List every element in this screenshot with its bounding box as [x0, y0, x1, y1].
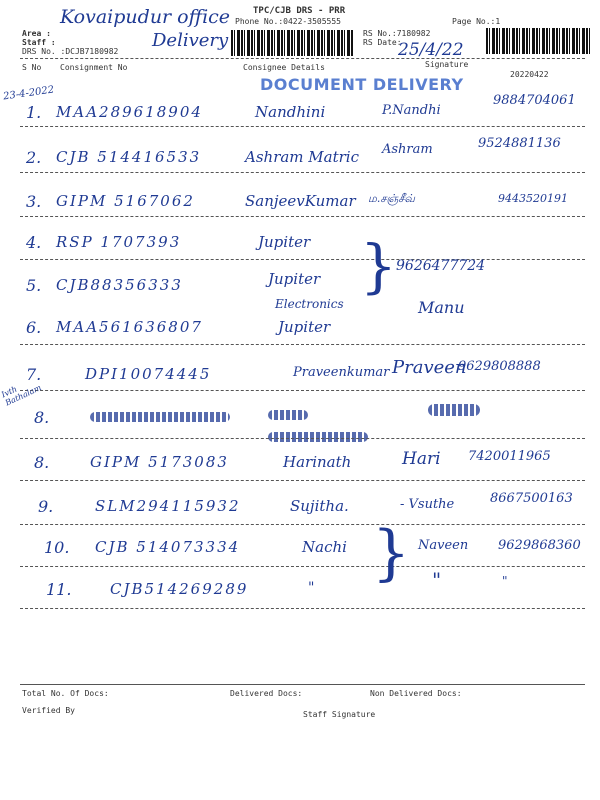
handwritten-office-title: Kovaipudur office	[60, 6, 231, 28]
col-sno: S No	[22, 63, 42, 72]
col-signature: Signature	[425, 60, 469, 69]
delivered-docs: Delivered Docs:	[230, 689, 303, 698]
row-consignment: GIPM 5167062	[56, 192, 195, 210]
row-name: Ashram Matric	[245, 148, 359, 166]
scratched-consignment	[90, 412, 230, 422]
table-row	[0, 491, 600, 525]
margin-note: Ivth Bathalam	[0, 383, 43, 408]
grouping-brace: }	[372, 518, 411, 588]
table-row	[0, 568, 600, 608]
scratched-name	[268, 432, 368, 442]
table-row	[0, 357, 600, 393]
row-signature: Naveen	[418, 538, 469, 553]
row-sno: 11.	[46, 580, 72, 599]
row-name-continued: Electronics	[275, 297, 344, 311]
row-divider	[20, 524, 585, 525]
table-row	[0, 233, 600, 261]
grouping-brace: }	[360, 232, 397, 300]
barcode-left	[231, 30, 353, 56]
row-name: "	[308, 580, 315, 596]
row-signature: Ashram	[382, 142, 433, 157]
row-sno: 10.	[44, 538, 70, 557]
row-consignment: CJB514269289	[110, 580, 249, 598]
row-signature: Hari	[402, 449, 441, 469]
row-name: Sujitha.	[290, 497, 349, 515]
row-name: Jupiter	[258, 233, 311, 251]
row-consignment: CJB 514073334	[95, 538, 241, 556]
row-phone: 8667500163	[490, 491, 573, 506]
row-sno: 3.	[26, 192, 42, 211]
total-docs: Total No. Of Docs:	[22, 689, 109, 698]
table-row	[0, 538, 600, 566]
row-consignment: RSP 1707393	[56, 233, 182, 251]
row-signature: Manu	[418, 298, 465, 317]
document-delivery-stamp: DOCUMENT DELIVERY	[260, 75, 464, 94]
row-divider	[20, 126, 585, 127]
row-divider	[20, 390, 585, 391]
row-signature: Praveen	[392, 357, 467, 378]
row-name: Nandhini	[255, 103, 326, 121]
col-consignee: Consignee Details	[243, 63, 325, 72]
phone-number: Phone No.:0422-3505555	[235, 17, 341, 26]
row-phone: 9524881136	[478, 136, 561, 151]
barcode-right	[486, 28, 590, 54]
row-divider	[20, 259, 585, 260]
rs-date-label: RS Date:	[363, 38, 402, 47]
row-phone: 9626477724	[396, 258, 486, 274]
row-divider	[20, 216, 585, 217]
row-consignment: MAA561636807	[56, 318, 203, 336]
row-phone: "	[502, 574, 508, 588]
row-name: Praveenkumar	[293, 365, 390, 380]
table-row	[0, 449, 600, 481]
row-divider	[20, 438, 585, 439]
staff-signature: Staff Signature	[303, 710, 376, 719]
row-sno: 8.	[34, 408, 50, 427]
verified-by: Verified By	[22, 706, 75, 715]
row-sno: 4.	[26, 233, 42, 252]
rs-number: RS No.:7180982	[363, 29, 431, 38]
row-name: Nachi	[302, 538, 347, 556]
row-sno: 7.	[26, 365, 42, 384]
drs-number: DRS No. :DCJB7180982	[22, 47, 119, 56]
row-consignment: GIPM 5173083	[90, 453, 229, 471]
company-code: TPC/CJB DRS - PRR	[253, 6, 346, 16]
row-consignment: SLM294115932	[95, 497, 241, 515]
row-divider	[20, 172, 585, 173]
col-consignment: Consignment No	[60, 63, 128, 72]
row-divider	[20, 566, 585, 567]
row-signature: - Vsuthe	[400, 497, 455, 512]
row-consignment: CJB88356333	[56, 276, 183, 294]
scratched-signature	[428, 404, 480, 416]
row-sno: 2.	[26, 148, 42, 167]
row-name: Harinath	[283, 453, 352, 471]
handwritten-delivery-title: Delivery	[152, 30, 229, 51]
row-divider	[20, 608, 585, 609]
footer-divider	[20, 684, 585, 685]
row-divider	[20, 480, 585, 481]
header-divider	[20, 58, 585, 59]
row-phone: 9629808888	[458, 359, 541, 374]
row-phone: 7420011965	[468, 449, 551, 464]
row-sno: 1.	[26, 103, 42, 122]
margin-date: 23-4-2022	[2, 84, 55, 103]
row-divider	[20, 344, 585, 345]
row-name: SanjeevKumar	[245, 192, 356, 210]
row-consignment: CJB 514416533	[56, 148, 202, 166]
row-consignment: DPI10074445	[85, 365, 212, 383]
row-sno: 9.	[38, 497, 54, 516]
non-delivered-docs: Non Delivered Docs:	[370, 689, 462, 698]
staff-label: Staff :	[22, 38, 56, 47]
row-signature: ம.சஞ்சீவ்	[368, 192, 415, 205]
area-label: Area :	[22, 29, 51, 38]
row-phone: 9884704061	[493, 93, 576, 108]
row-name: Jupiter	[278, 318, 331, 336]
row-phone: 9629868360	[498, 538, 581, 553]
page-number: Page No.:1	[452, 17, 501, 26]
date-code: 20220422	[510, 70, 549, 79]
row-signature: P.Nandhi	[382, 103, 441, 118]
row-sno: 6.	[26, 318, 42, 337]
row-signature: "	[432, 568, 442, 592]
row-sno: 5.	[26, 276, 42, 295]
row-name: Jupiter	[268, 270, 321, 288]
row-consignment: MAA289618904	[56, 103, 203, 121]
row-sno: 8.	[34, 453, 50, 472]
scratched-name	[268, 410, 308, 420]
row-phone: 9443520191	[498, 192, 568, 205]
rs-date-value: 25/4/22	[398, 40, 464, 60]
